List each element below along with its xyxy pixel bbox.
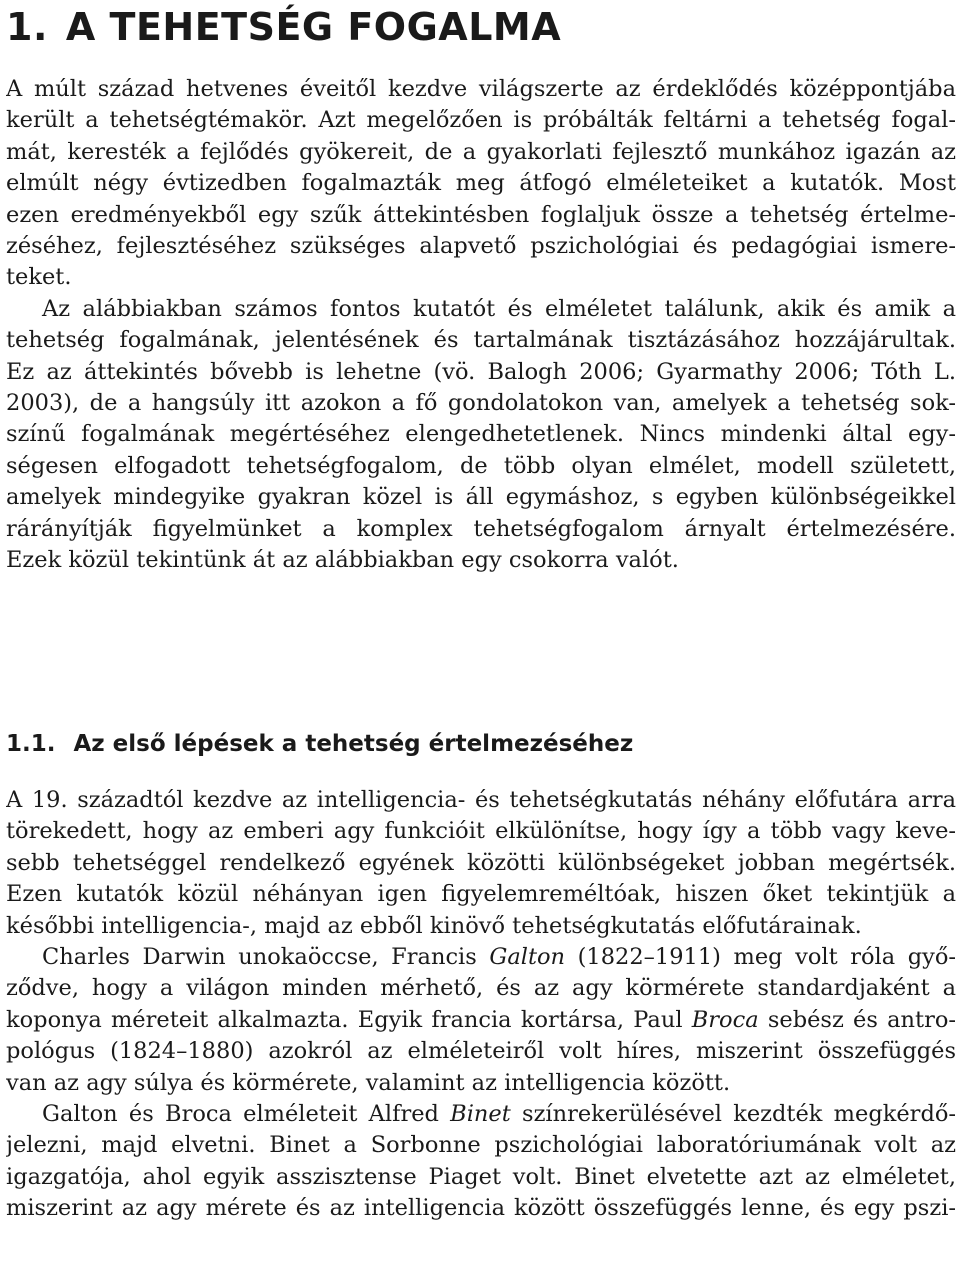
text-line: miszerint az agy mérete és az intelligencia között összefüggés lenne, és egy pszi- — [6, 1195, 956, 1222]
document-page — [6, 0, 956, 1222]
chapter-title — [6, 0, 956, 50]
text-line: A múlt század hetvenes éveitől kezdve világszerte az érdeklődés középpontjába — [6, 76, 956, 102]
text-line: ződve, hogy a világon minden mérhető, és az agy körmérete standardjaként a — [6, 975, 956, 1002]
text-line: igazgatója, ahol egyik asszisztense Piaget volt. Binet elvetette azt az elméletet, — [6, 1163, 956, 1190]
text-line — [6, 1099, 956, 1130]
section-text — [6, 785, 956, 1225]
text-span: (1822–1911) meg volt róla győ- — [565, 944, 956, 971]
text-line: pológus (1824–1880) azokról az elméleteiről volt híres, miszerint összefüggés — [6, 1038, 956, 1065]
text-line: rárányítják figyelmünket a komplex tehetségfogalom árnyalt értelmezésére. — [6, 515, 956, 542]
text-line: A 19. századtól kezdve az intelligencia- és tehetségkutatás néhány előfutára arra — [6, 787, 956, 813]
text-line: teket. — [6, 264, 72, 291]
text-line: került a tehetségtémakör. Azt megelőzően is próbálták feltárni a tehetség fogal- — [6, 107, 956, 134]
text-span: Galton és Broca elméleteit Alfred — [42, 1101, 451, 1128]
text-line: színű fogalmának megértéséhez elengedhetetlenek. Nincs mindenki által egy- — [6, 421, 956, 448]
section-number: 1.1. — [6, 731, 56, 757]
text-line — [6, 1005, 956, 1036]
person-name-italic: Binet — [450, 1101, 511, 1128]
chapter-title-text: A TEHETSÉG FOGALMA — [65, 5, 562, 49]
text-line: sebb tehetséggel rendelkező egyének közötti különbségeket jobban megértsék. — [6, 849, 956, 876]
text-span: Charles Darwin unokaöccse, Francis — [42, 944, 490, 971]
text-line: Ezek közül tekintünk át az alábbiakban egy csokorra valót. — [6, 547, 679, 574]
text-line: Ezen kutatók közül néhányan igen figyelemreméltóak, hiszen őket tekintjük a — [6, 881, 956, 908]
chapter-number: 1. — [6, 5, 48, 49]
text-span: színrekerülésével kezdték megkérdő- — [510, 1101, 956, 1128]
text-line: törekedett, hogy az emberi agy funkcióit elkülönítse, hogy így a több vagy keve- — [6, 818, 956, 845]
person-name-italic: Galton — [489, 944, 566, 971]
text-line: Az alábbiakban számos fontos kutatót és elméletet találunk, akik és amik a — [42, 295, 956, 322]
text-line: zéséhez, fejlesztéséhez szükséges alapvető pszichológiai és pedagógiai ismere- — [6, 233, 956, 260]
intro-text — [6, 74, 956, 577]
text-line: 2003), de a hangsúly itt azokon a fő gondolatokon van, amelyek a tehetség sok- — [6, 390, 956, 417]
text-line — [6, 942, 956, 973]
text-line: van az agy súlya és körmérete, valamint az intelligencia között. — [6, 1069, 731, 1096]
text-line: elmúlt négy évtizedben fogalmazták meg átfogó elméleteiket a kutatók. Most — [6, 170, 956, 197]
text-line: ségesen elfogadott tehetségfogalom, de több olyan elmélet, modell született, — [6, 452, 956, 479]
section-title — [6, 724, 633, 764]
text-line: tehetség fogalmának, jelentésének és tartalmának tisztázásához hozzájárultak. — [6, 327, 956, 354]
text-line: mát, keresték a fejlődés gyökereit, de a gyakorlati fejlesztő munkához igazán az — [6, 138, 956, 165]
text-line: jelezni, majd elvetni. Binet a Sorbonne pszichológiai laboratóriumának volt az — [6, 1132, 956, 1159]
text-span: sebész és antro- — [758, 1006, 956, 1033]
text-line: későbbi intelligencia-, majd az ebből kinövő tehetségkutatás előfutárainak. — [6, 912, 862, 939]
text-line: Ez az áttekintés bővebb is lehetne (vö. Balogh 2006; Gyarmathy 2006; Tóth L. — [6, 358, 956, 385]
section-title-text: Az első lépések a tehetség értelmezéséhez — [73, 731, 634, 757]
text-line: amelyek mindegyike gyakran közel is áll egymáshoz, s egyben különbségeikkel — [6, 484, 956, 511]
person-name-italic: Broca — [691, 1006, 759, 1033]
text-span: koponya méreteit alkalmazta. Egyik francia kortársa, Paul — [6, 1006, 692, 1033]
text-line: ezen eredményekből egy szűk áttekintésben foglaljuk össze a tehetség értelme- — [6, 201, 956, 228]
